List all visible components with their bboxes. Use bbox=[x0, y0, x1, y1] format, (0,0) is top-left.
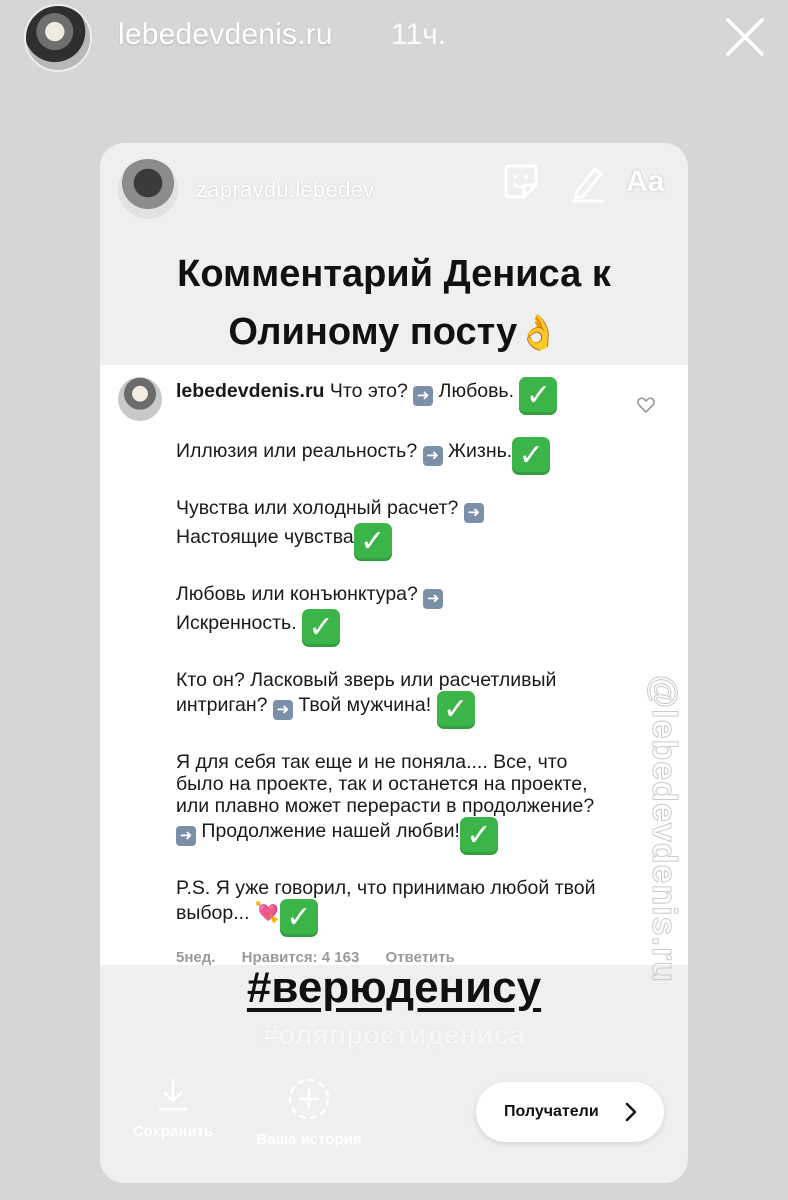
pen-icon bbox=[567, 161, 609, 203]
watermark: @lebedevdenis.ru bbox=[645, 675, 683, 984]
your-story-button[interactable] bbox=[248, 1077, 370, 1148]
comment-likes[interactable]: Нравится: 4 163 bbox=[241, 949, 360, 966]
headline-line-2-text: Олиному посту bbox=[228, 311, 518, 353]
comment-line: Чувства или холодный расчет? bbox=[176, 497, 459, 519]
comment-line: P.S. Я уже говорил, что принимаю любой твой выбор... bbox=[176, 877, 596, 924]
comment-line: Кто он? Ласковый зверь или расчетливый интриган? bbox=[176, 669, 557, 716]
recipients-label: Получатели bbox=[504, 1103, 599, 1120]
like-comment-button[interactable] bbox=[636, 395, 656, 415]
arrow-right-icon: ➜ bbox=[273, 700, 293, 720]
arrow-right-icon: ➜ bbox=[413, 386, 433, 406]
comment-age: 5нед. bbox=[176, 949, 216, 966]
comment-line: Любовь. bbox=[438, 380, 515, 402]
comment-para-4 bbox=[176, 583, 616, 647]
check-mark-icon: ✓ bbox=[280, 899, 318, 937]
card-author-avatar bbox=[118, 159, 178, 219]
save-button[interactable] bbox=[128, 1077, 218, 1140]
headline-line-1: Комментарий Дениса к bbox=[177, 253, 611, 295]
comment-line: Жизнь. bbox=[448, 440, 513, 462]
comment-line: Иллюзия или реальность? bbox=[176, 440, 418, 462]
chevron-right-icon bbox=[624, 1101, 638, 1123]
check-mark-icon: ✓ bbox=[519, 377, 557, 415]
comment-para-2 bbox=[176, 437, 616, 475]
comment-text bbox=[176, 377, 616, 969]
comment-reply-button[interactable]: Ответить bbox=[385, 949, 455, 966]
your-story-label: Ваша история bbox=[256, 1131, 362, 1148]
comment-para-7 bbox=[176, 877, 616, 937]
story-timestamp: 11ч. bbox=[391, 18, 447, 51]
sticker-button[interactable] bbox=[500, 161, 542, 203]
recipients-button[interactable] bbox=[476, 1082, 664, 1142]
story-author-username[interactable]: lebedevdenis.ru bbox=[118, 18, 333, 51]
comment-avatar bbox=[118, 377, 162, 421]
close-icon bbox=[722, 14, 768, 60]
comment-line: Настоящие чувства bbox=[176, 526, 354, 548]
arrow-right-icon: ➜ bbox=[464, 503, 484, 523]
headline-line-2 bbox=[100, 303, 688, 362]
hashtag-secondary[interactable]: #оляпростидениса bbox=[262, 1019, 526, 1050]
sticker-icon bbox=[500, 161, 542, 203]
save-label: Сохранить bbox=[132, 1123, 214, 1140]
comment-line: Продолжение нашей любви! bbox=[201, 820, 460, 842]
text-tool-button[interactable]: Aa bbox=[626, 165, 665, 198]
story-author-avatar[interactable] bbox=[24, 4, 92, 72]
arrow-right-icon: ➜ bbox=[423, 589, 443, 609]
comment-line: Искренность. bbox=[176, 612, 297, 634]
add-story-icon bbox=[287, 1077, 331, 1121]
arrow-right-icon: ➜ bbox=[423, 446, 443, 466]
comment-para-5 bbox=[176, 669, 616, 729]
download-icon bbox=[156, 1077, 190, 1113]
check-mark-icon: ✓ bbox=[302, 609, 340, 647]
close-button[interactable] bbox=[722, 14, 768, 60]
story-headline bbox=[100, 245, 688, 362]
comment-para-3 bbox=[176, 497, 616, 561]
comment-para-1 bbox=[176, 377, 616, 415]
draw-button[interactable] bbox=[567, 161, 609, 203]
check-mark-icon: ✓ bbox=[437, 691, 475, 729]
comment-line: Любовь или конъюнктура? bbox=[176, 583, 418, 605]
story-card bbox=[100, 143, 688, 1183]
comment-username[interactable]: lebedevdenis.ru bbox=[176, 380, 325, 402]
check-mark-icon: ✓ bbox=[512, 437, 550, 475]
check-mark-icon: ✓ bbox=[354, 523, 392, 561]
comment-line: Твой мужчина! bbox=[298, 694, 432, 716]
heart-arrow-emoji: 💘 bbox=[254, 902, 280, 924]
comment-screenshot bbox=[100, 365, 688, 984]
hashtag-main[interactable]: #верюденису bbox=[246, 963, 542, 1012]
ok-hand-emoji: 👌 bbox=[517, 314, 560, 352]
check-mark-icon: ✓ bbox=[460, 817, 498, 855]
card-author-username: zapravdu.lebedev bbox=[196, 177, 375, 202]
comment-line: Я для себя так еще и не поняла.... Все, что было на проекте, так и останется на проекте, или плавно может перерасти в продолжение? bbox=[176, 751, 595, 817]
comment-para-6 bbox=[176, 751, 616, 855]
arrow-right-icon: ➜ bbox=[176, 826, 196, 846]
comment-line: Что это? bbox=[329, 380, 408, 402]
heart-icon bbox=[636, 395, 656, 415]
